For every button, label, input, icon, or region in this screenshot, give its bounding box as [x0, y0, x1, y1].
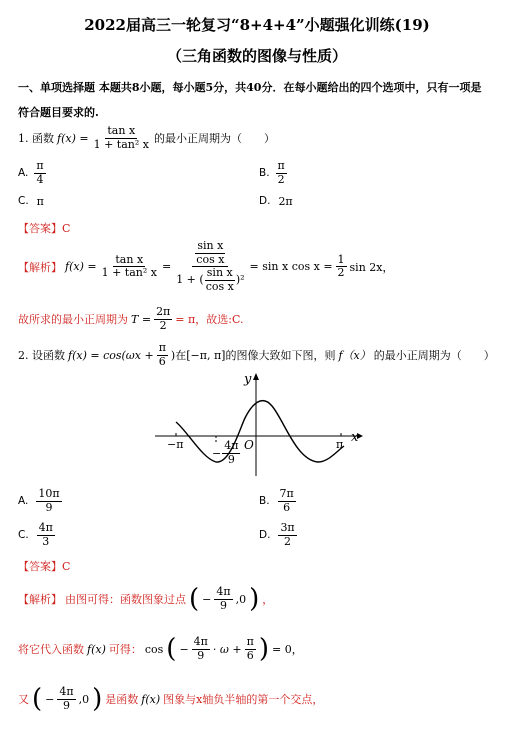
q2-pi-frac [157, 342, 168, 368]
q1-conclusion [18, 306, 243, 332]
graph-point-sign: − [212, 446, 222, 460]
graph-point-label [212, 440, 240, 466]
graph-x-label: x [351, 430, 359, 445]
q2-analysis2-text: 将它代入函数 [18, 643, 84, 657]
q1-option-a-den: 4 [36, 172, 44, 186]
question-2-stem [18, 342, 495, 368]
q2-pi-den: 6 [158, 354, 166, 368]
q2-option-c-den: 3 [42, 534, 50, 548]
q2-cosine-graph [150, 370, 370, 480]
q1-option-d[interactable] [259, 195, 293, 208]
q2-option-a-value [36, 488, 61, 514]
graph-point-den: 9 [227, 452, 235, 466]
q2-analysis3-frac [57, 686, 75, 712]
q1-suffix: 的最小正周期为（ ） [153, 132, 275, 146]
q1-option-d-label: D. [259, 195, 271, 207]
q2-analysis3-lparen: ( [32, 684, 43, 715]
graph-left-tick-label: −π [167, 438, 184, 451]
q2-option-b-value [278, 488, 296, 514]
q1-bigfrac-den-prefix: 1 + ( [176, 273, 204, 287]
q2-analysis1-zero: ,0 [235, 592, 247, 606]
section-header-line2: 符合题目要求的. [18, 106, 99, 119]
q2-analysis1-minus: − [202, 592, 212, 606]
q1-conclusion-frac [154, 306, 172, 332]
q1-option-c[interactable] [18, 195, 44, 208]
q1-bigfrac-num-num: sin x [197, 239, 224, 252]
q1-option-a-label: A. [18, 167, 29, 180]
q2-analysis3-den: 9 [62, 698, 70, 712]
q2-option-a-den: 9 [45, 500, 53, 514]
q1-option-a-num: π [36, 159, 44, 172]
q1-option-a[interactable] [18, 160, 46, 186]
q1-function: f(x) = [57, 131, 89, 145]
q1-analysis-bigfrac [174, 240, 246, 294]
q2-analysis3-mid: 是函数 [105, 693, 139, 707]
q2-analysis2-cos: cos [144, 642, 164, 656]
q1-analysis-bigfrac-num-frac [194, 240, 226, 266]
q1-option-a-value [34, 160, 45, 186]
q2-pi-num: π [158, 341, 166, 354]
q1-analysis-mid: = sin x cos x = [249, 260, 333, 274]
q2-analysis1-lparen: ( [189, 584, 200, 615]
q2-analysis3-tail: 图象与x轴负半轴的第一个交点， [163, 693, 324, 707]
graph-point-frac [222, 440, 240, 466]
document-title: 2022届高三一轮复习“8+4+4”小题强化训练(19) [84, 16, 430, 34]
q1-conclusion-prefix: 故所求的最小正周期为 [18, 313, 128, 327]
q1-fraction [92, 125, 151, 151]
q2-analysis3-fx: f(x) [141, 692, 161, 706]
q2-analysis2-pi-num: π [246, 635, 254, 648]
q2-analysis1-text: 由图可得：函数图象过点 [65, 593, 186, 607]
graph-right-tick-label: π [336, 438, 344, 451]
q1-option-d-value: 2π [278, 195, 293, 208]
q2-function-2: f（x） [338, 349, 371, 363]
q2-option-d[interactable] [259, 522, 297, 548]
q1-analysis-end: sin 2x， [349, 260, 394, 274]
graph-point-num: 4π [224, 439, 239, 452]
q1-analysis-half-den: 2 [337, 266, 345, 280]
question-1-stem [18, 125, 275, 151]
q2-option-b-num: 7π [279, 487, 294, 500]
q1-analysis [18, 240, 393, 294]
q2-analysis2-mid: 可得： [108, 643, 142, 657]
q2-analysis2-frac [192, 636, 210, 662]
q1-analysis-fx: f(x) = [65, 260, 97, 274]
q2-analysis3-minus: − [45, 692, 55, 706]
q2-analysis3-num: 4π [59, 685, 74, 698]
q2-option-d-label: D. [259, 529, 271, 542]
q1-analysis-bigfrac-num [192, 240, 228, 267]
q1-option-b[interactable] [259, 160, 287, 186]
q2-analysis-line2 [18, 634, 303, 665]
q1-analysis-eq: = [161, 260, 172, 274]
q1-answer: 【答案】C [18, 222, 71, 235]
q1-conclusion-den: 2 [159, 318, 167, 332]
q2-option-b[interactable] [259, 488, 296, 514]
q2-analysis2-fx: f(x) [87, 642, 106, 656]
q1-analysis-frac1-den: 1 + tan² x [101, 266, 157, 280]
y-axis-arrow [253, 373, 259, 380]
q2-analysis2-den: 9 [197, 648, 205, 662]
q1-option-b-label: B. [259, 167, 270, 180]
q1-option-c-label: C. [18, 195, 29, 207]
q2-mid: )在[−π, π]的图像大致如下图，则 [170, 349, 336, 363]
q1-bigfrac-num-den: cos x [196, 252, 225, 266]
q2-answer: 【答案】C [18, 560, 71, 573]
q2-analysis1-num: 4π [216, 585, 231, 598]
q2-option-c-value [37, 522, 55, 548]
q2-analysis2-end: = 0， [271, 643, 303, 657]
q1-conclusion-T: T = [131, 312, 152, 326]
q1-conclusion-suffix: = π，故选:C. [175, 313, 244, 327]
q1-analysis-half [336, 254, 347, 280]
q2-suffix: 的最小正周期为（ ） [373, 349, 495, 363]
q1-bigfrac-den-suffix: )² [235, 273, 245, 287]
q2-analysis-label: 【解析】 [18, 593, 62, 607]
q1-conclusion-num: 2π [156, 305, 171, 318]
q2-analysis1-den: 9 [219, 598, 227, 612]
q2-option-a-num: 10π [38, 487, 60, 500]
q2-function: f(x) = cos(ωx + [68, 348, 154, 362]
q2-option-d-den: 2 [284, 534, 292, 548]
q2-option-a[interactable] [18, 488, 62, 514]
cosine-curve [176, 401, 344, 462]
q2-option-c[interactable] [18, 522, 55, 548]
q2-analysis3-zero: ,0 [78, 692, 90, 706]
q1-analysis-bigfrac-den [174, 267, 246, 293]
q1-analysis-label: 【解析】 [18, 260, 62, 274]
q1-prefix: 1. 函数 [18, 132, 54, 146]
q1-analysis-frac1 [100, 254, 159, 280]
q1-bigfrac-den-num: sin x [206, 266, 233, 280]
q2-option-c-label: C. [18, 529, 29, 542]
q2-analysis1-rparen: ) [249, 584, 260, 615]
q2-analysis-line3 [18, 684, 324, 715]
q1-fraction-den: 1 + tan² x [93, 137, 149, 151]
q1-option-c-value: π [36, 195, 44, 208]
q2-analysis2-lparen: ( [166, 634, 177, 665]
q2-analysis2-minus: − [179, 642, 189, 656]
q1-option-b-den: 2 [277, 172, 285, 186]
q2-option-d-num: 3π [280, 521, 295, 534]
q1-option-b-value [276, 160, 287, 186]
q2-option-c-num: 4π [38, 521, 53, 534]
q2-analysis2-omega: · ω + [212, 642, 242, 656]
q2-option-a-label: A. [18, 495, 29, 508]
q2-analysis1-tail: ， [262, 593, 274, 607]
q2-analysis2-num: 4π [193, 635, 208, 648]
q2-option-d-value [278, 522, 296, 548]
q2-analysis2-pi-den: 6 [246, 648, 254, 662]
q2-option-b-den: 6 [283, 500, 291, 514]
graph-origin: O [244, 438, 254, 452]
q1-bigfrac-den-frac [204, 267, 236, 293]
q1-bigfrac-den-den: cos x [205, 279, 234, 293]
q1-fraction-num: tan x [107, 124, 136, 137]
q2-prefix: 2. 设函数 [18, 349, 65, 363]
q2-analysis2-pi-frac [245, 636, 256, 662]
q2-analysis-line1 [18, 584, 274, 615]
q2-option-b-label: B. [259, 495, 270, 508]
q2-analysis1-frac [214, 586, 232, 612]
q1-analysis-half-num: 1 [337, 252, 345, 266]
q1-option-b-num: π [277, 159, 285, 172]
q2-analysis2-rparen: ) [258, 634, 269, 665]
q2-analysis3-prefix: 又 [18, 693, 29, 707]
section-header-line1: 一、单项选择题 本题共8小题，每小题5分，共40分．在每小题给出的四个选项中，只有一项是 [18, 81, 482, 94]
q2-analysis3-rparen: ) [92, 684, 103, 715]
graph-y-label: y [244, 372, 252, 387]
document-subtitle: （三角函数的图像与性质） [166, 47, 347, 65]
q1-analysis-frac1-num: tan x [115, 252, 144, 266]
